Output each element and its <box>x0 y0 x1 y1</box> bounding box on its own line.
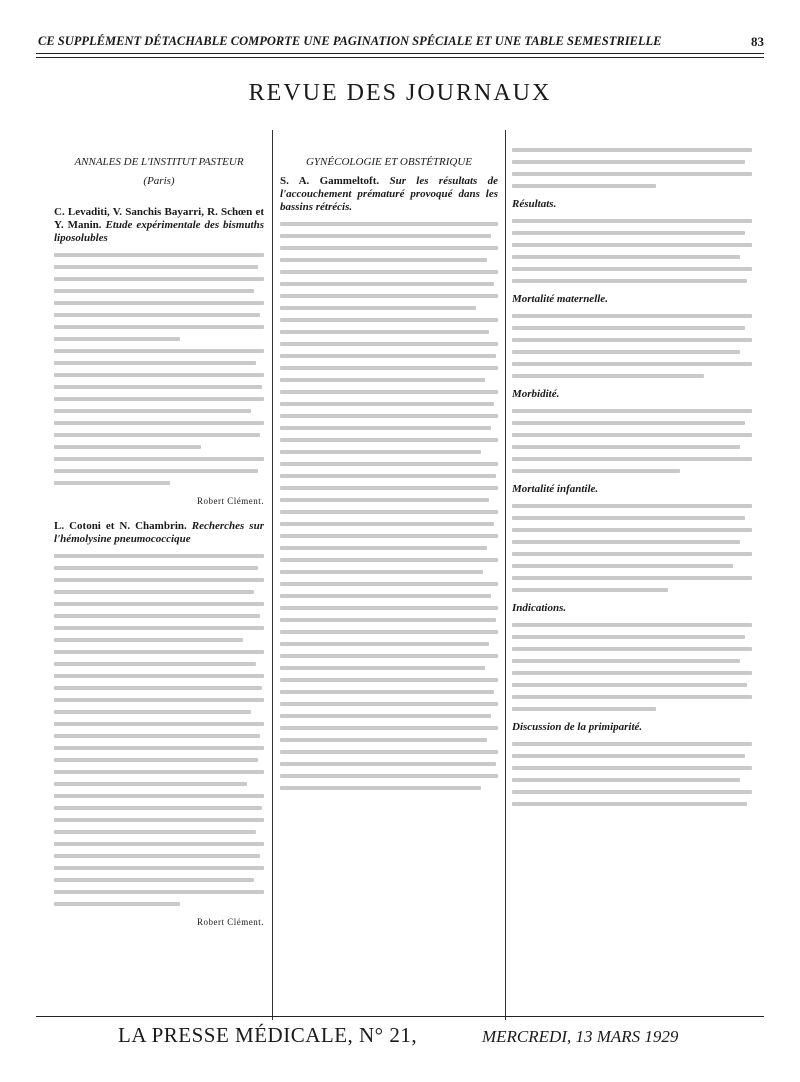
column-divider-2 <box>505 130 506 1020</box>
column-divider-1 <box>272 130 273 1020</box>
paragraph-heading-discussion: Discussion de la primiparité. <box>512 721 643 733</box>
article-heading-3 <box>280 175 498 214</box>
article-body-placeholder <box>54 253 264 485</box>
article-authors-3: S. A. Gammeltoft. <box>280 175 380 187</box>
article-title-3: Sur les résultats de l'accouchement prématuré provoqué dans les bassins rétrécis. <box>280 175 499 213</box>
column-right <box>512 140 752 816</box>
header-rule-2 <box>36 57 764 58</box>
article-title-2: Recherches sur l'hémolysine pneumococcique <box>54 520 264 545</box>
footer-rule <box>36 1016 764 1017</box>
paragraph-heading-mortalite-maternelle: Mortalité maternelle. <box>512 293 608 305</box>
running-header <box>36 34 764 50</box>
article-authors: C. Levaditi, V. Sanchis Bayarri, R. Schœn et Y. Manin. <box>54 206 264 231</box>
header-rule <box>36 53 764 54</box>
article-heading-2 <box>54 520 264 546</box>
journal-name: LA PRESSE MÉDICALE, N° 21, <box>118 1023 418 1047</box>
article-heading <box>54 206 264 245</box>
column-middle <box>280 140 498 800</box>
article-body-placeholder-2 <box>54 554 264 906</box>
paragraph-heading-indications: Indications. <box>512 602 567 614</box>
article-title: Etude expérimentale des bismuths liposolubles <box>54 219 265 244</box>
paragraph-heading-resultats: Résultats. <box>512 198 557 210</box>
page-footer <box>36 1023 764 1049</box>
column-left <box>54 140 264 941</box>
section-title-2: GYNÉCOLOGIE ET OBSTÉTRIQUE <box>305 156 473 168</box>
paragraph-heading-morbidite: Morbidité. <box>512 388 560 400</box>
article-body-placeholder-3 <box>280 222 498 790</box>
supplement-notice: CE SUPPLÉMENT DÉTACHABLE COMPORTE UNE PAGINATION SPÉCIALE ET UNE TABLE SEMESTRIELLE <box>38 34 662 48</box>
page-title: REVUE DES JOURNAUX <box>248 80 552 106</box>
paragraph-heading-mortalite-infantile: Mortalité infantile. <box>512 483 599 495</box>
article-authors-2: L. Cotoni et N. Chambrin. <box>54 520 187 532</box>
page-number: 83 <box>751 34 764 49</box>
section-subtitle: (Paris) <box>143 175 175 187</box>
issue-date: MERCREDI, 13 MARS 1929 <box>482 1027 679 1046</box>
article-body-placeholder-4 <box>512 148 752 188</box>
article-signature-2: Robert Clément. <box>197 917 264 927</box>
article-signature: Robert Clément. <box>197 496 264 506</box>
section-title: ANNALES DE L'INSTITUT PASTEUR <box>74 156 244 168</box>
